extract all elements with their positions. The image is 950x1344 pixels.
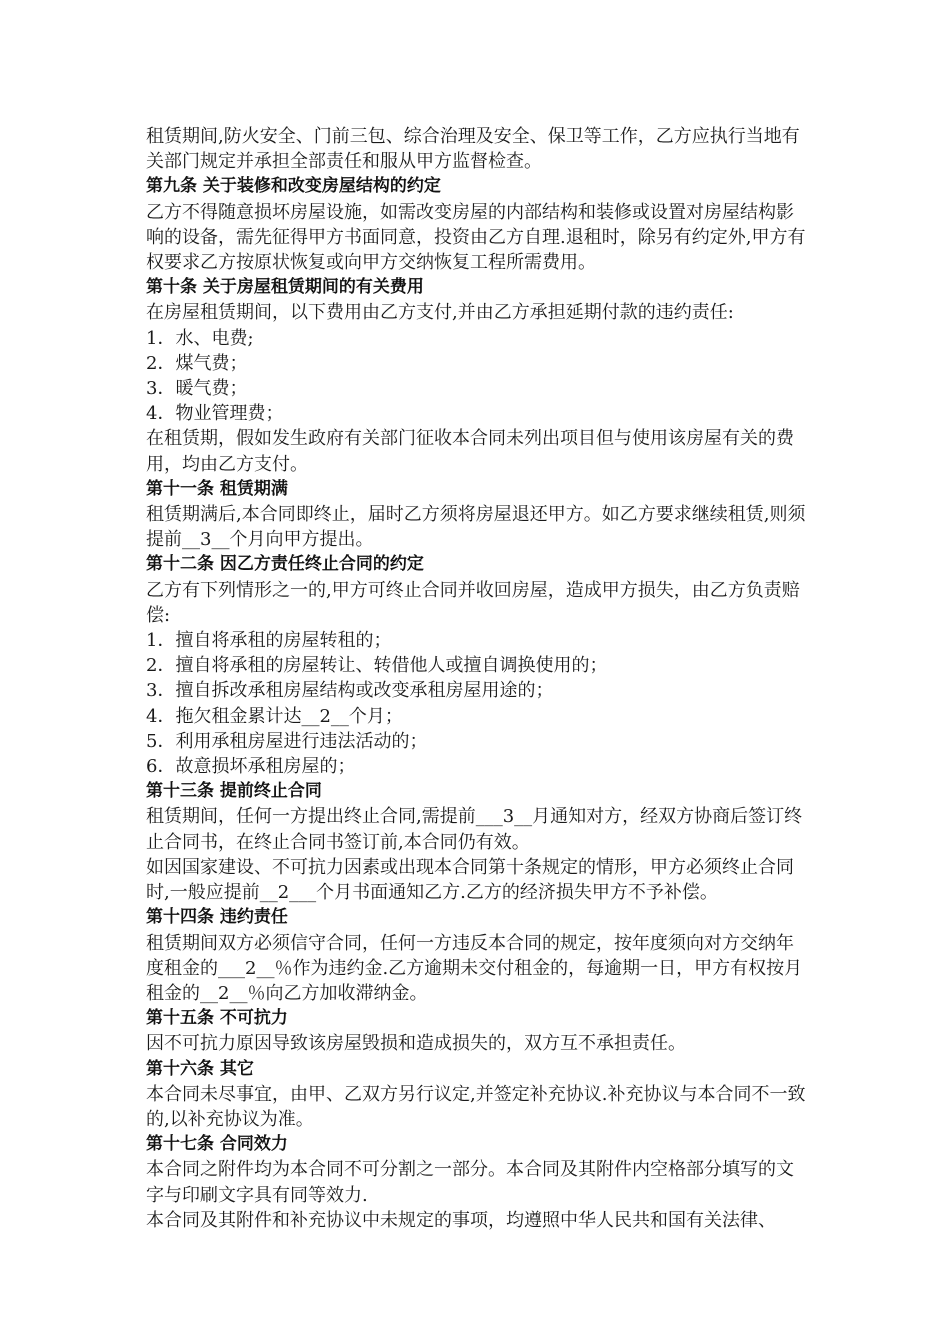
list-item: 1．擅自将承租的房屋转租的； — [146, 630, 392, 652]
list-item: 5．利用承租房屋进行违法活动的； — [146, 730, 428, 752]
paragraph: 在租赁期，假如发生政府有关部门征收本合同未列出项目但与使用该房屋有关的费用，均由乙方支付。 — [146, 428, 794, 475]
article-heading-17: 第十七条 合同效力 — [146, 1134, 288, 1155]
list-item: 3．擅自拆改承租房屋结构或改变承租房屋用途的； — [146, 680, 554, 702]
paragraph: 本合同未尽事宜，由甲、乙双方另行议定,并签定补充协议.补充协议与本合同不一致的,以补充协议为准。 — [146, 1083, 806, 1130]
article-heading-10: 第十条 关于房屋租赁期间的有关费用 — [146, 277, 424, 298]
paragraph: 租赁期间，任何一方提出终止合同,需提前___3__月通知对方，经双方协商后签订终止合同书，在终止合同书签订前,本合同仍有效。 — [146, 806, 803, 853]
paragraph: 租赁期满后,本合同即终止，届时乙方须将房屋退还甲方。如乙方要求继续租赁,则须提前__3__个月向甲方提出。 — [146, 504, 806, 551]
article-heading-15: 第十五条 不可抗力 — [146, 1008, 288, 1029]
list-item: 6．故意损坏承租房屋的； — [146, 756, 356, 778]
paragraph: 租赁期间,防火安全、门前三包、综合治理及安全、保卫等工作，乙方应执行当地有关部门规定并承担全部责任和服从甲方监督检查。 — [146, 126, 800, 173]
contract-page — [146, 124, 806, 1233]
list-item: 2．擅自将承租的房屋转让、转借他人或擅自调换使用的； — [146, 655, 608, 677]
article-heading-12: 第十二条 因乙方责任终止合同的约定 — [146, 554, 424, 575]
article-heading-11: 第十一条 租赁期满 — [146, 478, 288, 499]
list-item: 3．暖气费； — [146, 378, 248, 400]
article-heading-9: 第九条 关于装修和改变房屋结构的约定 — [146, 176, 441, 197]
paragraph: 因不可抗力原因导致该房屋毁损和造成损失的，双方互不承担责任。 — [146, 1033, 686, 1055]
paragraph: 在房屋租赁期间，以下费用由乙方支付,并由乙方承担延期付款的违约责任: — [146, 302, 734, 324]
paragraph: 乙方不得随意损坏房屋设施，如需改变房屋的内部结构和装修或设置对房屋结构影响的设备，需先征得甲方书面同意，投资由乙方自理.退租时，除另有约定外,甲方有权要求乙方按原状恢复或向甲方交纳恢复工程所需费用。 — [146, 201, 806, 274]
list-item: 1．水、电费; — [146, 327, 254, 349]
paragraph: 如因国家建设、不可抗力因素或出现本合同第十条规定的情形，甲方必须终止合同时,一般应提前__2___个月书面通知乙方.乙方的经济损失甲方不予补偿。 — [146, 856, 794, 904]
list-item: 4．物业管理费； — [146, 403, 284, 425]
paragraph: 本合同及其附件和补充协议中未规定的事项，均遵照中华人民共和国有关法律、 — [146, 1209, 776, 1231]
article-heading-16: 第十六条 其它 — [146, 1058, 254, 1079]
paragraph: 本合同之附件均为本合同不可分割之一部分。本合同及其附件内空格部分填写的文字与印刷文字具有同等效力. — [146, 1159, 794, 1206]
article-heading-13: 第十三条 提前终止合同 — [146, 781, 322, 802]
article-heading-14: 第十四条 违约责任 — [146, 907, 288, 928]
list-item: 2．煤气费； — [146, 352, 248, 374]
list-item: 4．拖欠租金累计达__2__个月； — [146, 705, 403, 727]
paragraph: 乙方有下列情形之一的,甲方可终止合同并收回房屋，造成甲方损失，由乙方负责赔偿: — [146, 579, 800, 626]
paragraph: 租赁期间双方必须信守合同，任何一方违反本合同的规定，按年度须向对方交纳年度租金的___2__％作为违约金.乙方逾期未交付租金的，每逾期一日，甲方有权按月租金的__2__％向乙方加收滞纳金。 — [146, 932, 803, 1004]
